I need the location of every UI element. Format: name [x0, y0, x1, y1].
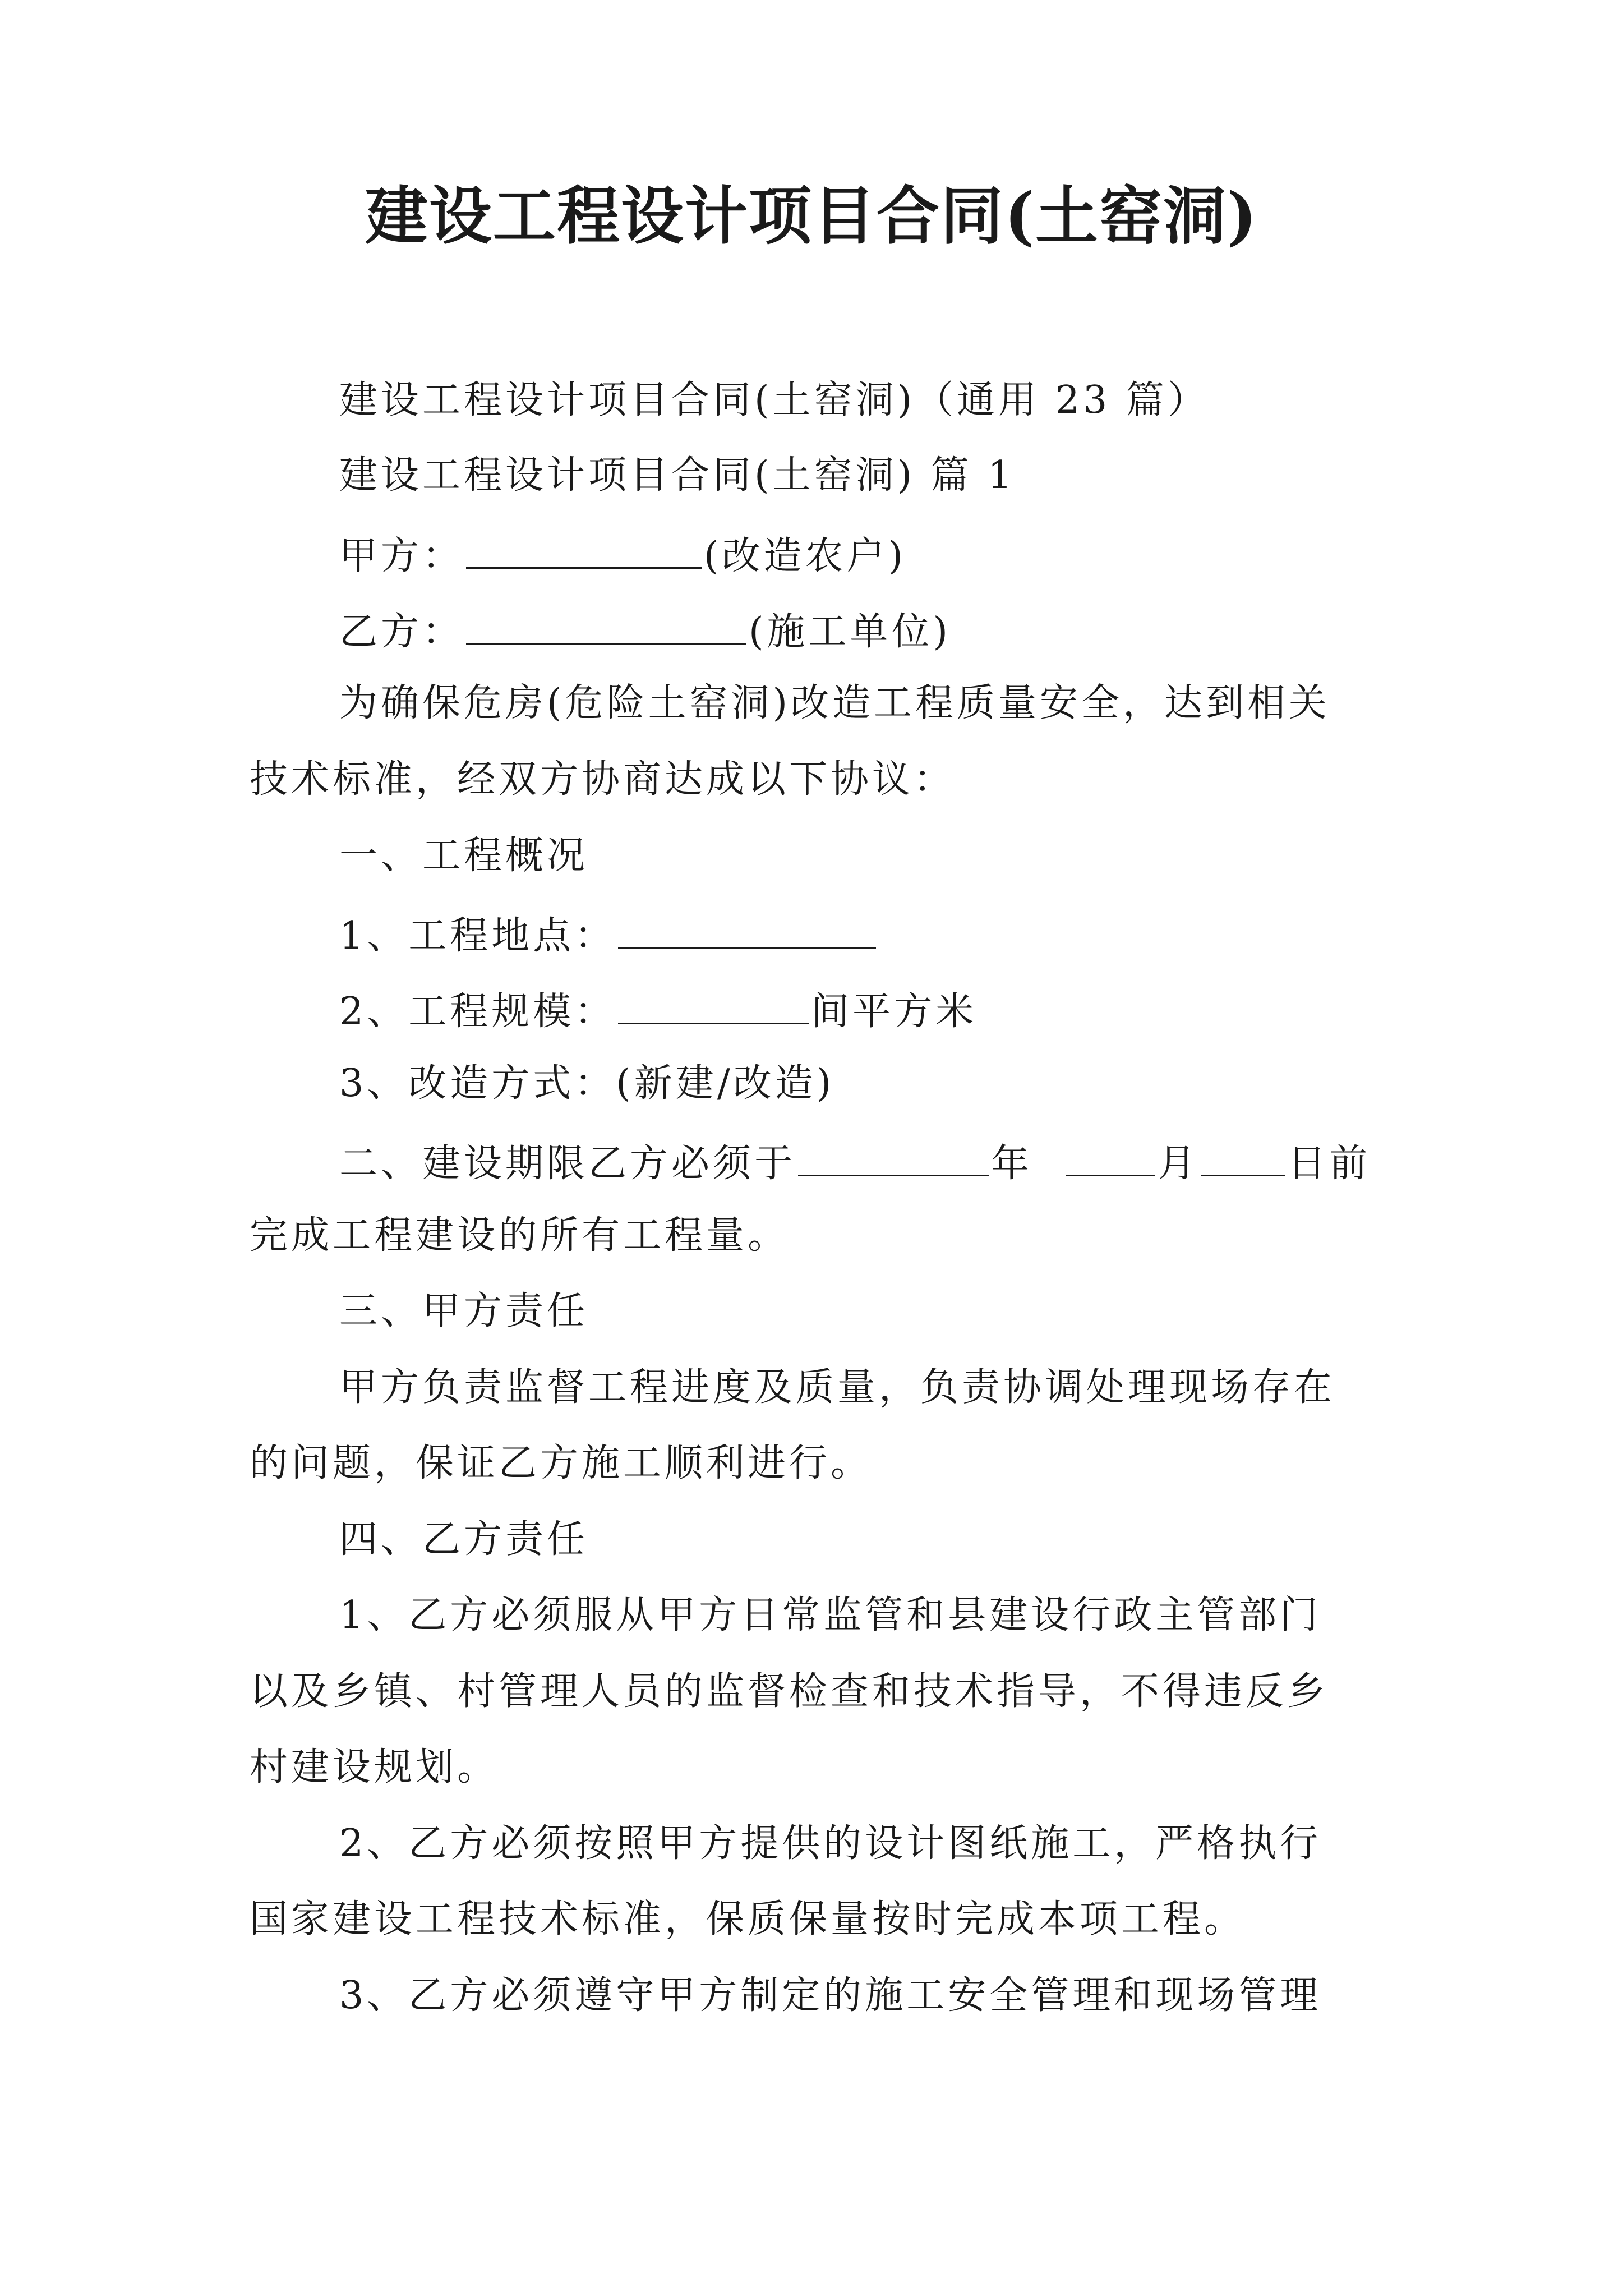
project-scale-label: 2、工程规模：: [339, 990, 616, 1034]
period-label: 二、建设期限乙方必须于: [339, 1142, 796, 1186]
project-scale-line: [339, 988, 978, 1034]
construction-period-line: [339, 1140, 1371, 1186]
party-b-line: [339, 609, 952, 655]
party-a-note: (改造农户): [704, 534, 907, 579]
month-label: 月: [1158, 1142, 1200, 1186]
paragraph-line: 1、乙方必须服从甲方日常监管和县建设行政主管部门: [339, 1593, 1322, 1637]
paragraph-line: 以及乡镇、村管理人员的监督检查和技术指导，不得违反乡: [250, 1669, 1329, 1714]
heading-collection: 建设工程设计项目合同(土窑洞)（通用 23 篇）: [339, 378, 1209, 422]
document-title: 建设工程设计项目合同(土窑洞): [365, 180, 1258, 253]
paragraph-line: 完成工程建设的所有工程量。: [250, 1213, 790, 1258]
paragraph-line: 村建设规划。: [250, 1745, 499, 1789]
year-blank: [798, 1140, 989, 1176]
paragraph-line: 甲方负责监督工程进度及质量，负责协调处理现场存在: [339, 1365, 1336, 1410]
project-location-label: 1、工程地点：: [339, 914, 616, 959]
party-a-blank: [466, 533, 702, 569]
year-label: 年: [991, 1142, 1033, 1186]
party-a-label: 甲方：: [339, 534, 464, 579]
project-scale-unit: 间平方米: [811, 990, 978, 1034]
project-location-blank: [618, 913, 876, 949]
party-b-label: 乙方：: [339, 610, 464, 655]
renovation-method-line: 3、改造方式：(新建/改造): [339, 1061, 835, 1106]
project-scale-blank: [618, 988, 809, 1024]
section-heading: 一、工程概况: [339, 834, 589, 878]
paragraph-line: 国家建设工程技术标准，保质保量按时完成本项工程。: [250, 1897, 1246, 1941]
paragraph-line: 为确保危房(危险土窑洞)改造工程质量安全，达到相关: [339, 681, 1331, 725]
paragraph-line: 的问题，保证乙方施工顺利进行。: [250, 1441, 873, 1485]
party-b-blank: [466, 609, 746, 645]
party-a-line: [339, 533, 907, 579]
paragraph-line: 3、乙方必须遵守甲方制定的施工安全管理和现场管理: [339, 1973, 1322, 2018]
paragraph-line: 2、乙方必须按照甲方提供的设计图纸施工，严格执行: [339, 1821, 1322, 1866]
section-heading: 四、乙方责任: [339, 1517, 589, 1562]
party-b-note: (施工单位): [749, 610, 952, 655]
month-blank: [1066, 1140, 1155, 1176]
day-label: 日前: [1288, 1142, 1371, 1186]
day-blank: [1201, 1140, 1285, 1176]
paragraph-line: 技术标准，经双方协商达成以下协议：: [250, 757, 956, 802]
heading-part-1: 建设工程设计项目合同(土窑洞) 篇 1: [339, 453, 1016, 498]
project-location-line: [339, 913, 878, 959]
section-heading: 三、甲方责任: [339, 1289, 589, 1333]
